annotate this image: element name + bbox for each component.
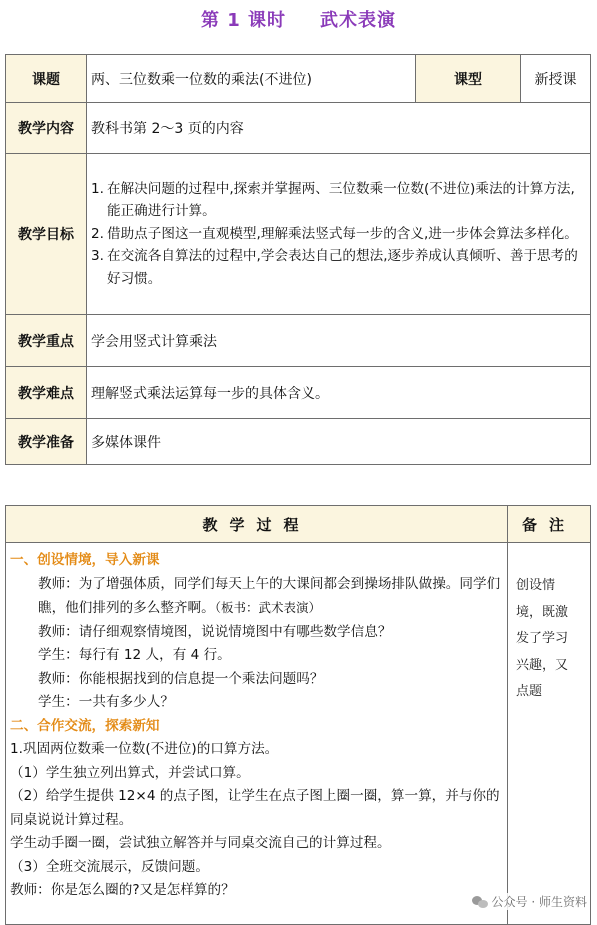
goals-list [87,154,591,315]
process-line: 教师：你是怎么圈的?又是怎样算的？ [10,882,235,898]
lesson-topic: 武术表演 [320,10,397,31]
process-line: 学生动手圈一圈，尝试独立解答并与同桌交流自己的计算过程。 [10,835,391,851]
process-line: （3）全班交流展示，反馈问题。 [10,858,209,875]
type-label: 课型 [416,55,521,103]
topic-value: 两、三位数乘一位数的乘法(不进位) [87,55,416,103]
goal-text: 在解决问题的过程中,探索并掌握两、三位数乘一位数(不进位)乘法的计算方法,能正确进行计算。 [107,180,575,220]
prep-label: 教学准备 [6,419,87,465]
goal-item: 1. 在解决问题的过程中,探索并掌握两、三位数乘一位数(不进位)乘法的计算方法,能正确进行计算。 [91,178,584,223]
board-note: （板书：武术表演） [214,600,321,615]
goals-label: 教学目标 [6,154,87,315]
process-line: （2）给学生提供 12×4 的点子图，让学生在点子图上圈一圈，算一算，并与你的同桌说说计算过程。 [10,788,500,828]
prep-value: 多媒体课件 [87,419,591,465]
watermark [470,893,589,910]
dialogue-line: 学生：每行有 12 人，有 4 行。 [38,647,231,663]
type-value: 新授课 [521,55,591,103]
note-line: 发了学习 [516,631,569,646]
goal-text: 借助点子图这一直观模型,理解乘法竖式每一步的含义,进一步体会算法多样化。 [107,225,578,242]
note-line: 创设情 [516,578,556,593]
process-line: （1）学生独立列出算式，并尝试口算。 [10,764,250,781]
goal-text: 在交流各自算法的过程中,学会表达自己的想法,逐步养成认真倾听、善于思考的好习惯。 [107,248,578,287]
process-body-row [6,543,591,925]
process-header: 教学过程 [6,506,508,543]
content-row [6,103,591,154]
goal-item: 2. 借助点子图这一直观模型,理解乘法竖式每一步的含义,进一步体会算法多样化。 [91,223,584,246]
notes-cell [508,543,591,925]
note-line: 点题 [516,684,543,699]
section-heading: 一、创设情境，导入新课 [10,552,160,568]
dialogue-line: 教师：请仔细观察情境图，说说情境图中有哪些数学信息？ [38,623,392,640]
difficulty-row [6,367,591,419]
difficulty-label: 教学难点 [6,367,87,419]
prep-row [6,419,591,465]
notes-header: 备注 [508,506,591,543]
topic-label: 课题 [6,55,87,103]
dialogue-line: 教师：为了增强体质，同学们每天上午的大课间都会到操场排队做操。同学们瞧，他们排列的多么整齐啊。（板书：武术表演） [38,575,501,616]
content-value: 教科书第 2～3 页的内容 [87,103,591,154]
note-line: 境，既激 [516,604,569,620]
process-body [6,543,508,925]
difficulty-value: 理解竖式乘法运算每一步的具体含义。 [87,367,591,419]
dialogue-line: 教师：你能根据找到的信息提一个乘法问题吗？ [38,670,324,687]
content-label: 教学内容 [6,103,87,154]
goals-row [6,154,591,315]
key-point-label: 教学重点 [6,315,87,367]
process-line: 1.巩固两位数乘一位数(不进位)的口算方法。 [10,741,279,757]
watermark-text: 公众号 · 师生资料 [491,895,587,909]
topic-row [6,55,591,103]
section-heading: 二、合作交流，探索新知 [10,717,160,734]
key-point-row [6,315,591,367]
teaching-process-table [5,505,591,925]
goal-item: 3. 在交流各自算法的过程中,学会表达自己的想法,逐步养成认真倾听、善于思考的好习惯。 [91,245,584,290]
process-header-row [6,506,591,543]
lesson-info-table [5,54,591,465]
dialogue-line: 学生：一共有多少人？ [38,694,174,710]
page-title [0,6,597,32]
wechat-icon [472,895,488,909]
note-line: 兴趣，又 [516,657,569,673]
key-point-value: 学会用竖式计算乘法 [87,315,591,367]
lesson-number: 第 1 课时 [200,10,287,31]
